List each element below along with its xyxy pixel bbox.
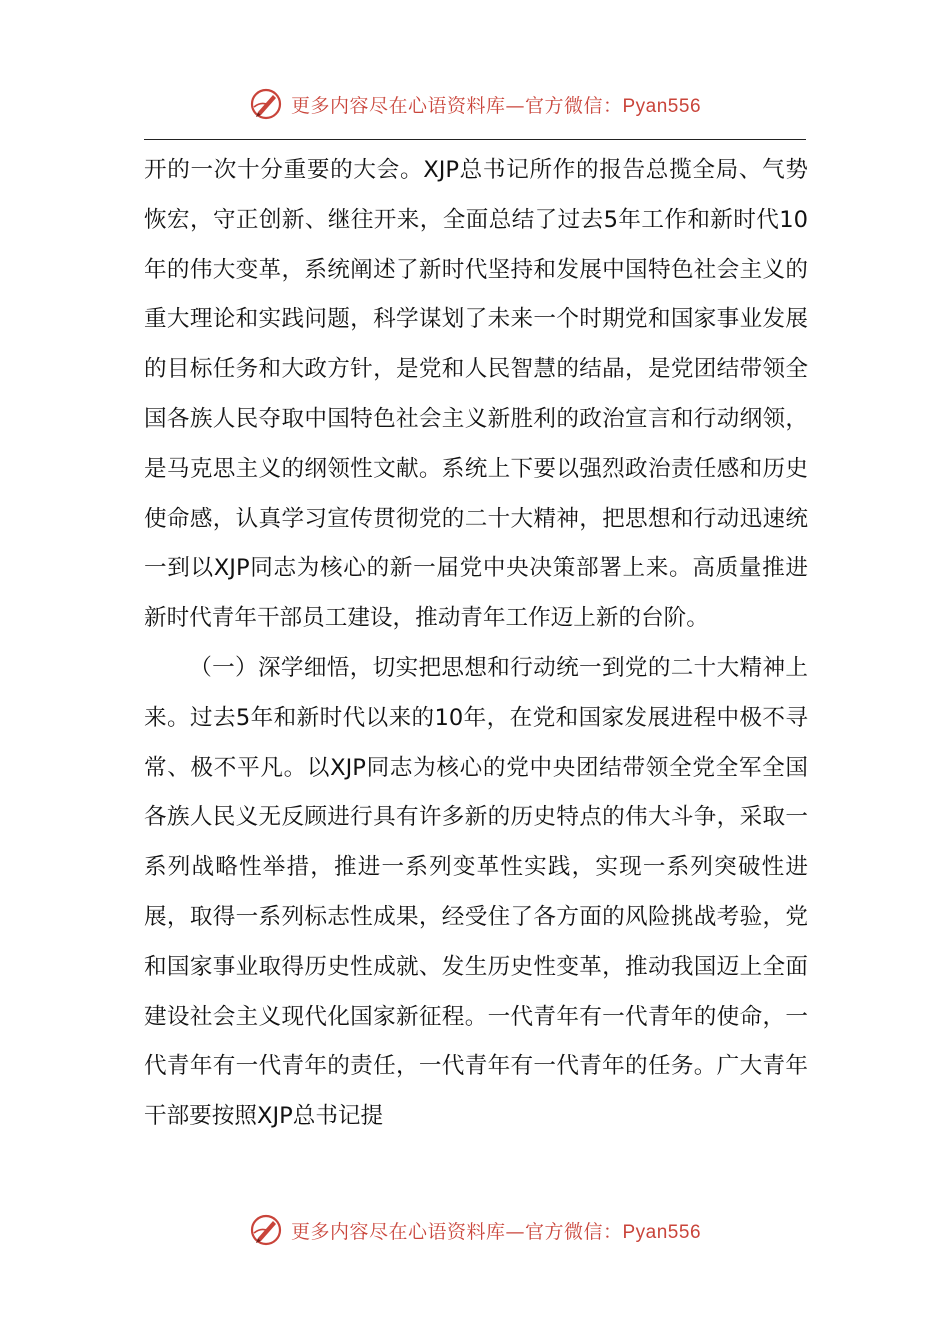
watermark-text: 更多内容尽在心语资料库—官方微信：Pyan556 xyxy=(290,94,702,117)
paragraph-2: （一）深学细悟，切实把思想和行动统一到党的二十大精神上来。过去5年和新时代以来的10年，在党和国家发展进程中极不寻常、极不平凡。以XJP同志为核心的党中央团结带领全党全军全国各族人民义无反顾进行具有许多新的历史特点的伟大斗争，采取一系列战略性举措，推进一系列变革性实践，实现一系列突破性进展，取得一系列标志性成果，经受住了各方面的风险挑战考验，党和国家事业取得历史性成就、发生历史性变革，推动我国迈上全面建设社会主义现代化国家新征程。一代青年有一代青年的使命，一代青年有一代青年的责任，一代青年有一代青年的任务。广大青年干部要按照XJP总书记提 xyxy=(144,654,808,1130)
footer-watermark xyxy=(0,1208,950,1252)
pen-logo-icon xyxy=(249,87,283,121)
header-watermark xyxy=(0,82,950,126)
paragraph-1: 开的一次十分重要的大会。XJP总书记所作的报告总揽全局、气势恢宏，守正创新、继往开来，全面总结了过去5年工作和新时代10年的伟大变革，系统阐述了新时代坚持和发展中国特色社会主义的重大理论和实践问题，科学谋划了未来一个时期党和国家事业发展的目标任务和大政方针，是党和人民智慧的结晶，是党团结带领全国各族人民夺取中国特色社会主义新胜利的政治宣言和行动纲领，是马克思主义的纲领性文献。系统上下要以强烈政治责任感和历史使命感，认真学习宣传贯彻党的二十大精神，把思想和行动迅速统一到以XJP同志为核心的新一届党中央决策部署上来。高质量推进新时代青年干部员工建设，推动青年工作迈上新的台阶。 xyxy=(144,157,808,632)
pen-logo-icon xyxy=(249,1213,283,1247)
header-divider xyxy=(144,139,806,140)
document-body xyxy=(144,146,808,1142)
watermark-text: 更多内容尽在心语资料库—官方微信：Pyan556 xyxy=(290,1220,702,1243)
